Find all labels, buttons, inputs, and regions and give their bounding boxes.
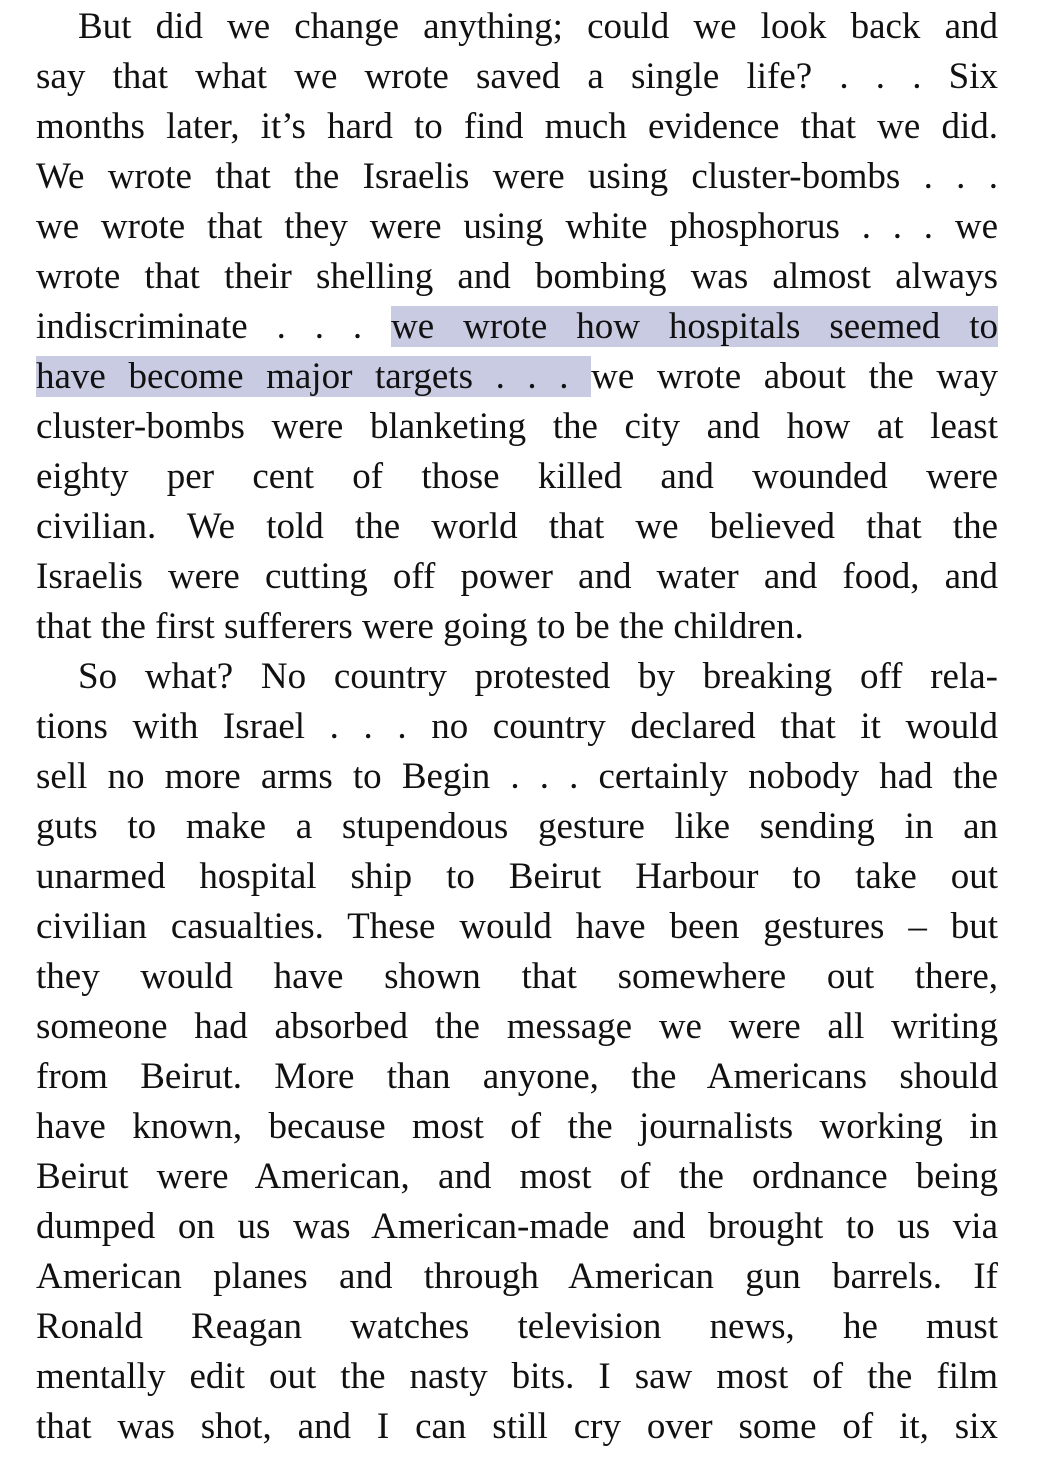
text-line: months later, it’s hard to find much evidence that we did. <box>36 106 998 147</box>
text-line: dumped on us was American-made and brought to us via <box>36 1206 998 1247</box>
text-line: say that what we wrote saved a single life? . . . Six <box>36 56 998 97</box>
text-line: wrote that their shelling and bombing was almost always <box>36 256 998 297</box>
text-line: tions with Israel . . . no country declared that it would <box>36 706 998 747</box>
text-span: we wrote about the way <box>591 356 998 397</box>
text-line: civilian casualties. These would have been gestures – but <box>36 906 998 947</box>
text-line: We wrote that the Israelis were using cluster-bombs . . . <box>36 156 998 197</box>
text-line: sell no more arms to Begin . . . certainly nobody had the <box>36 756 998 797</box>
highlighted-text[interactable]: have become major targets . . . <box>36 356 592 397</box>
text-line: someone had absorbed the message we were all writing <box>36 1006 998 1047</box>
text-line: civilian. We told the world that we believed that the <box>36 506 998 547</box>
text-line: So what? No country protested by breaking off rela- <box>78 656 998 697</box>
text-line: cluster-bombs were blanketing the city and how at least <box>36 406 998 447</box>
text-line: they would have shown that somewhere out there, <box>36 956 998 997</box>
text-line: But did we change anything; could we look back and <box>78 6 998 47</box>
text-line: Beirut were American, and most of the ordnance being <box>36 1156 998 1197</box>
text-line <box>36 302 998 352</box>
text-line: we wrote that they were using white phosphorus . . . we <box>36 206 998 247</box>
text-line: Israelis were cutting off power and water and food, and <box>36 556 998 597</box>
text-line: that was shot, and I can still cry over some of it, six <box>36 1406 998 1447</box>
text-line: eighty per cent of those killed and wounded were <box>36 456 998 497</box>
text-line: unarmed hospital ship to Beirut Harbour to take out <box>36 856 998 897</box>
highlighted-text[interactable]: we wrote how hospitals seemed to <box>391 306 998 347</box>
text-line: have known, because most of the journalists working in <box>36 1106 998 1147</box>
text-line: guts to make a stupendous gesture like sending in an <box>36 806 998 847</box>
text-line: from Beirut. More than anyone, the Americans should <box>36 1056 998 1097</box>
text-line: mentally edit out the nasty bits. I saw most of the film <box>36 1356 998 1397</box>
text-line: that the first sufferers were going to be the children. <box>36 606 804 647</box>
text-line: American planes and through American gun barrels. If <box>36 1256 998 1297</box>
text-line <box>36 352 998 402</box>
text-line: Ronald Reagan watches television news, he must <box>36 1306 998 1347</box>
text-span: indiscriminate . . . <box>36 306 392 347</box>
